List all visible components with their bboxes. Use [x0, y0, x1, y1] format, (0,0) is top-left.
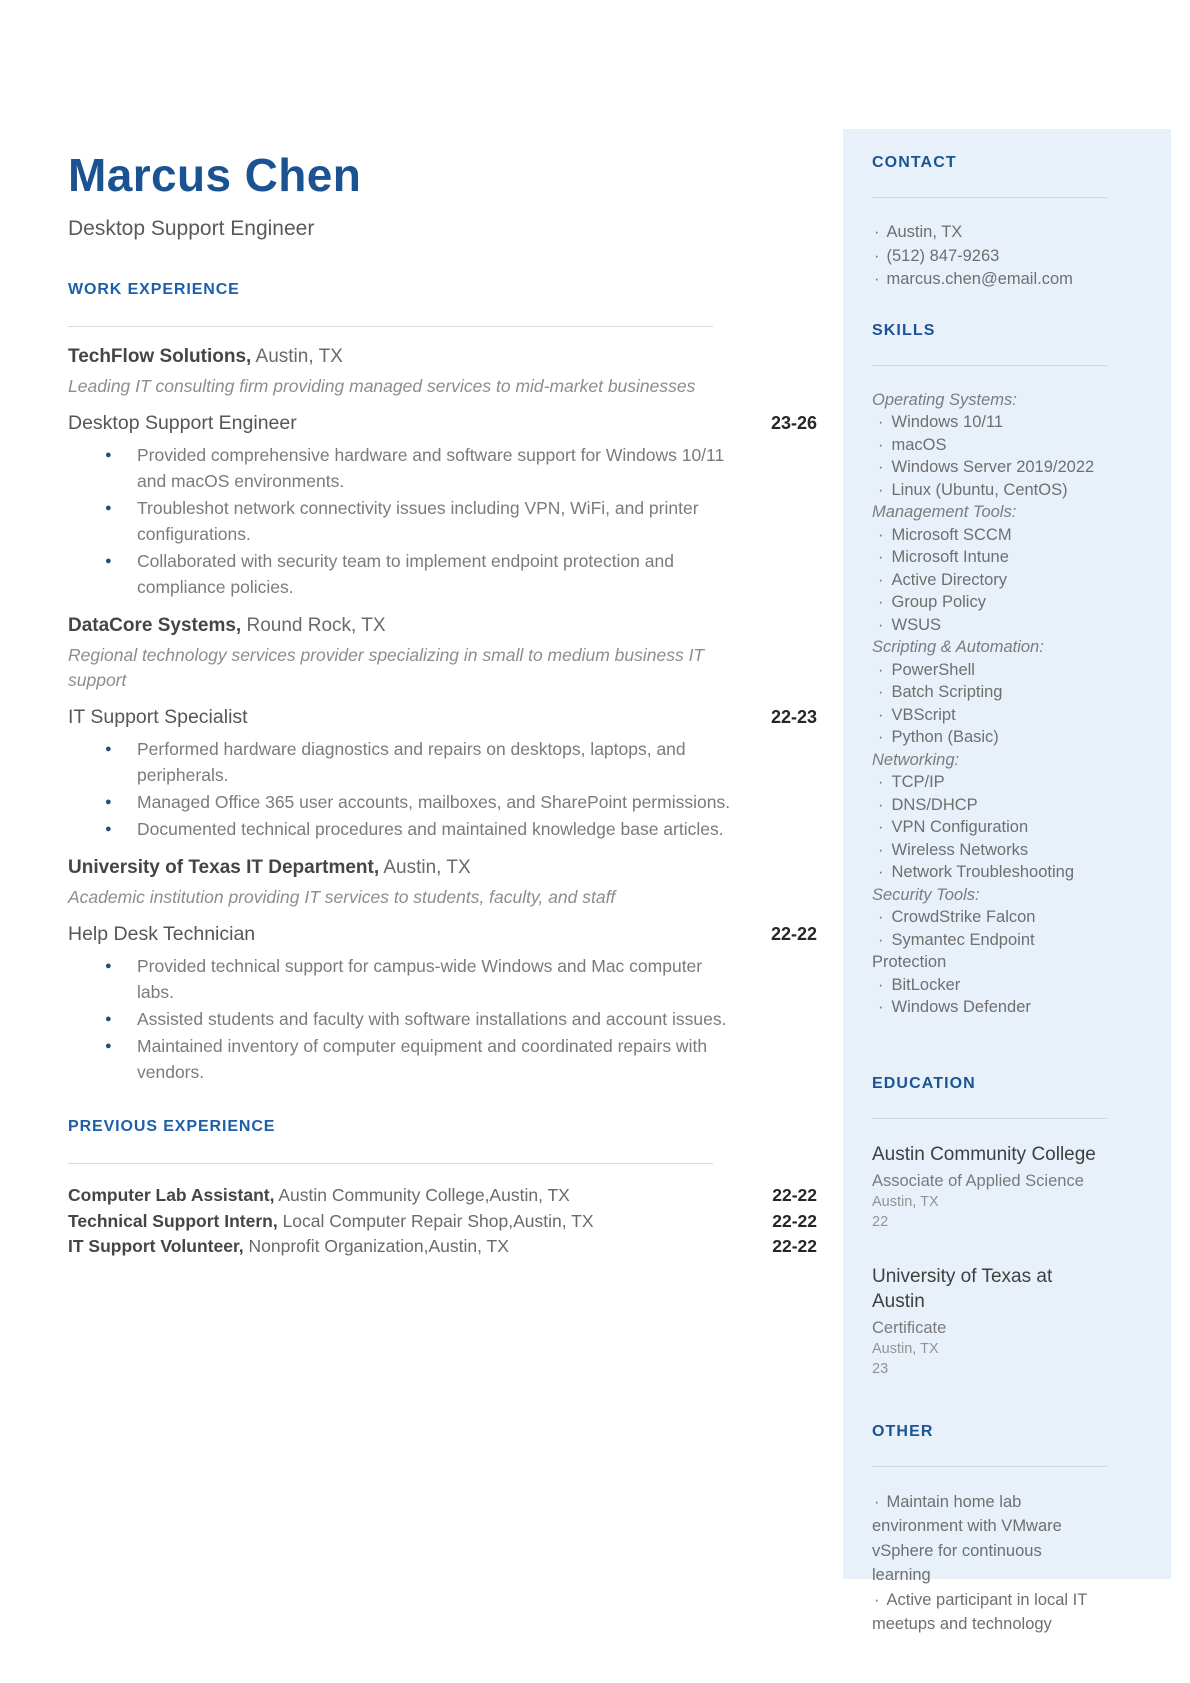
bullet-dot-icon: · [874, 223, 880, 241]
section-divider [68, 1163, 713, 1164]
prev-role: Computer Lab Assistant, [68, 1185, 275, 1205]
skill-item [872, 974, 1097, 997]
section-heading-previous-experience: PREVIOUS EXPERIENCE [68, 1118, 276, 1135]
skill-text: Windows Defender [891, 998, 1031, 1016]
spacer [872, 292, 1097, 322]
company-line [68, 857, 817, 879]
other-item [872, 1588, 1097, 1637]
other-text: Active participant in local IT meetups and technology [872, 1590, 1088, 1633]
skill-text: Network Troubleshooting [891, 863, 1075, 881]
skill-item [872, 591, 1097, 614]
bullet-dot-icon: ● [105, 960, 112, 972]
bullet-item [68, 789, 817, 816]
sidebar-divider [872, 1118, 1107, 1119]
bullet-dot-icon: · [878, 818, 884, 836]
bullet-item [68, 816, 817, 843]
skill-text: Symantec Endpoint Protection [872, 930, 1035, 971]
bullet-text: Documented technical procedures and maintained knowledge base articles. [137, 819, 724, 839]
skill-text: WSUS [891, 615, 941, 634]
skill-group-label: Management Tools: [872, 503, 1017, 521]
bullet-dot-icon: · [878, 570, 884, 589]
skill-item [872, 659, 1097, 682]
sidebar-divider [872, 197, 1107, 198]
sidebar-divider [872, 365, 1107, 366]
bullet-item [68, 1006, 817, 1033]
education-entry [872, 1142, 1097, 1232]
bullet-dot-icon: · [878, 840, 884, 859]
bullet-dot-icon: · [878, 683, 884, 701]
resume-sidebar [843, 129, 1171, 1633]
bullet-dot-icon: · [878, 975, 884, 994]
education-location: Austin, TX [872, 1193, 939, 1210]
education-entry [872, 1264, 1097, 1379]
skill-text: BitLocker [891, 975, 961, 994]
bullet-text: Assisted students and faculty with software installations and account issues. [137, 1009, 727, 1029]
bullet-text: Maintained inventory of computer equipment and coordinated repairs with vendors. [137, 1036, 708, 1082]
role-bullet-list [68, 736, 817, 843]
bullet-item [68, 1033, 817, 1086]
skill-item [872, 816, 1097, 839]
role-line [68, 412, 817, 435]
bullet-dot-icon: · [878, 728, 884, 746]
skill-item [872, 614, 1097, 637]
skill-text: macOS [891, 435, 947, 454]
bullet-dot-icon: ● [105, 1040, 112, 1052]
company-location: Austin, TX [251, 346, 343, 367]
page-title: Marcus Chen [68, 149, 362, 201]
skill-item [872, 906, 1097, 929]
bullet-item [68, 548, 817, 601]
skill-item [872, 771, 1097, 794]
bullet-dot-icon: · [878, 773, 884, 791]
bullet-dot-icon: · [878, 863, 884, 881]
contact-text: marcus.chen@email.com [886, 270, 1073, 288]
role-line [68, 706, 817, 729]
bullet-dot-icon: · [874, 1492, 880, 1511]
skill-text: CrowdStrike Falcon [891, 908, 1036, 926]
company-line [68, 615, 817, 637]
skill-item [872, 929, 1097, 974]
prev-org: Nonprofit Organization,Austin, TX [243, 1236, 509, 1256]
bullet-dot-icon: · [874, 246, 880, 265]
education-school: Austin Community College [872, 1143, 1096, 1165]
skill-text: DNS/DHCP [891, 795, 978, 814]
skill-item [872, 839, 1097, 862]
contact-item [872, 221, 1097, 245]
company-line [68, 346, 817, 368]
role-dates: 23-26 [770, 413, 817, 433]
role-dates: 22-23 [770, 707, 817, 727]
skill-text: Microsoft Intune [891, 548, 1009, 566]
education-year: 23 [872, 1360, 889, 1377]
bullet-dot-icon: · [874, 270, 880, 288]
bullet-dot-icon: · [878, 413, 884, 431]
other-item [872, 1490, 1097, 1588]
skill-text: VPN Configuration [891, 818, 1029, 836]
company-description: Regional technology services provider specializing in small to medium business IT support [68, 645, 705, 690]
skill-text: Windows Server 2019/2022 [891, 458, 1095, 476]
prev-dates: 22-22 [772, 1185, 817, 1205]
contact-item [872, 245, 1097, 269]
skill-item [872, 456, 1097, 479]
contact-item [872, 268, 1097, 292]
bullet-dot-icon: · [878, 930, 884, 949]
bullet-dot-icon: · [878, 435, 884, 454]
skill-item [872, 704, 1097, 727]
skill-text: Group Policy [891, 593, 986, 611]
sidebar-heading-skills: SKILLS [872, 321, 936, 339]
previous-experience-row [68, 1183, 817, 1209]
skill-text: Wireless Networks [891, 840, 1029, 859]
skill-text: Windows 10/11 [891, 413, 1004, 431]
company-description: Academic institution providing IT services to students, faculty, and staff [68, 887, 616, 907]
resume-main-column [68, 150, 817, 1260]
skill-text: Linux (Ubuntu, CentOS) [891, 480, 1068, 499]
role-dates: 22-22 [770, 924, 817, 944]
bullet-dot-icon: · [878, 998, 884, 1016]
prev-role: IT Support Volunteer, [68, 1236, 244, 1256]
prev-dates: 22-22 [772, 1236, 817, 1256]
bullet-dot-icon: · [878, 548, 884, 566]
skill-text: Microsoft SCCM [891, 525, 1012, 544]
bullet-text: Collaborated with security team to implement endpoint protection and compliance policies. [137, 551, 674, 597]
bullet-text: Troubleshot network connectivity issues including VPN, WiFi, and printer configurations. [137, 498, 699, 544]
education-year: 22 [872, 1213, 889, 1230]
role-line [68, 923, 817, 946]
skill-item [872, 681, 1097, 704]
bullet-dot-icon: · [878, 525, 884, 544]
bullet-text: Performed hardware diagnostics and repairs on desktops, laptops, and peripherals. [137, 739, 686, 785]
bullet-dot-icon: ● [105, 502, 112, 514]
skill-item [872, 569, 1097, 592]
bullet-item [68, 495, 817, 548]
bullet-dot-icon: · [878, 480, 884, 499]
spacer [872, 1411, 1097, 1423]
skill-item [872, 546, 1097, 569]
company-name: University of Texas IT Department, [68, 857, 380, 878]
prev-role-org [68, 1209, 594, 1235]
education-school: University of Texas at Austin [872, 1265, 1053, 1312]
skill-text: VBScript [891, 705, 956, 724]
skill-group-label: Security Tools: [872, 885, 980, 904]
contact-text: (512) 847-9263 [886, 246, 1000, 265]
skill-group-label: Operating Systems: [872, 390, 1017, 409]
spacer [872, 1019, 1097, 1075]
prev-role: Technical Support Intern, [68, 1210, 278, 1231]
bullet-item [68, 736, 817, 789]
skill-item [872, 794, 1097, 817]
bullet-dot-icon: · [878, 795, 884, 814]
role-title: IT Support Specialist [68, 706, 248, 728]
company-location: Austin, TX [379, 857, 471, 878]
prev-org: Local Computer Repair Shop,Austin, TX [277, 1210, 594, 1231]
bullet-dot-icon: ● [105, 743, 112, 755]
sidebar-heading-contact: CONTACT [872, 154, 957, 171]
prev-role-org [68, 1234, 509, 1260]
bullet-dot-icon: ● [105, 823, 112, 835]
skill-text: Active Directory [891, 570, 1008, 589]
other-text: Maintain home lab environment with VMware vSphere for continuous learning [872, 1492, 1062, 1584]
skill-item [872, 524, 1097, 547]
bullet-item [68, 442, 817, 495]
role-title: Help Desk Technician [68, 923, 256, 945]
bullet-dot-icon: · [878, 705, 884, 724]
role-title: Desktop Support Engineer [68, 412, 297, 434]
skill-text: PowerShell [891, 660, 975, 679]
skill-text: Python (Basic) [891, 728, 999, 746]
prev-dates: 22-22 [772, 1210, 817, 1231]
bullet-dot-icon: ● [105, 449, 112, 461]
skill-group-label: Networking: [872, 750, 960, 769]
prev-role-org [68, 1183, 570, 1209]
bullet-dot-icon: ● [105, 1013, 112, 1025]
skill-text: Batch Scripting [891, 683, 1003, 701]
job-subtitle: Desktop Support Engineer [68, 217, 315, 240]
skill-item [872, 479, 1097, 502]
previous-experience-row [68, 1234, 817, 1260]
previous-experience-list [68, 1183, 817, 1260]
spacer [68, 1092, 817, 1118]
company-description: Leading IT consulting firm providing managed services to mid-market businesses [68, 376, 696, 396]
bullet-text: Managed Office 365 user accounts, mailboxes, and SharePoint permissions. [137, 792, 731, 812]
bullet-dot-icon: · [878, 458, 884, 476]
bullet-dot-icon: · [878, 615, 884, 634]
bullet-dot-icon: ● [105, 555, 112, 567]
role-bullet-list [68, 953, 817, 1086]
skill-text: TCP/IP [891, 773, 945, 791]
bullet-dot-icon: · [878, 593, 884, 611]
education-location: Austin, TX [872, 1340, 939, 1357]
company-location: Round Rock, TX [241, 615, 386, 636]
bullet-item [68, 953, 817, 1006]
bullet-dot-icon: · [878, 908, 884, 926]
skill-item [872, 411, 1097, 434]
skill-item [872, 726, 1097, 749]
skill-item [872, 861, 1097, 884]
education-degree: Associate of Applied Science [872, 1171, 1084, 1190]
sidebar-divider [872, 1466, 1107, 1467]
company-name: DataCore Systems, [68, 615, 242, 636]
sidebar-heading-education: EDUCATION [872, 1074, 976, 1092]
sidebar-heading-other: OTHER [872, 1422, 934, 1440]
company-name: TechFlow Solutions, [68, 346, 252, 367]
education-degree: Certificate [872, 1318, 947, 1337]
role-bullet-list [68, 442, 817, 601]
bullet-dot-icon: ● [105, 796, 112, 808]
bullet-dot-icon: · [874, 1590, 880, 1609]
bullet-text: Provided comprehensive hardware and software support for Windows 10/11 and macOS environments. [137, 445, 725, 491]
bullet-text: Provided technical support for campus-wide Windows and Mac computer labs. [137, 956, 703, 1002]
bullet-dot-icon: · [878, 660, 884, 679]
skill-group-label: Scripting & Automation: [872, 638, 1044, 656]
section-divider [68, 326, 713, 327]
contact-text: Austin, TX [886, 223, 963, 241]
section-heading-work-experience: WORK EXPERIENCE [68, 281, 240, 298]
skill-item [872, 434, 1097, 457]
prev-org: Austin Community College,Austin, TX [274, 1185, 570, 1205]
previous-experience-row [68, 1209, 817, 1235]
skill-item [872, 996, 1097, 1019]
